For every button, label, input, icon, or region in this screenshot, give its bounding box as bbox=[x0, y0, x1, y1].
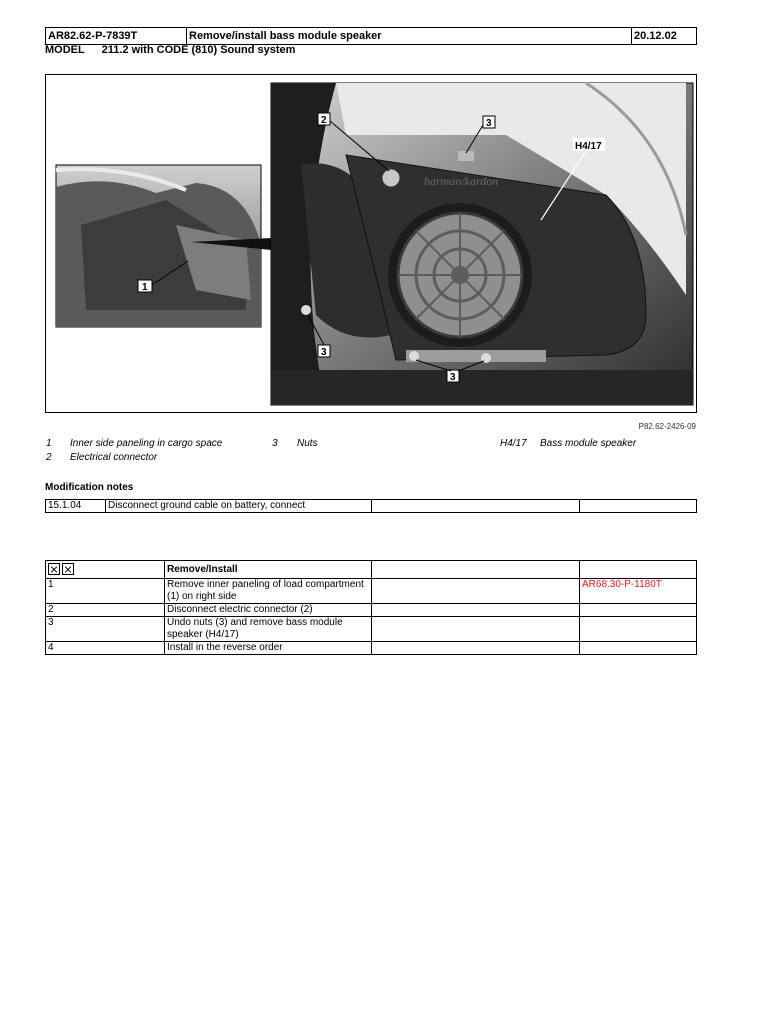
mod-empty-1 bbox=[372, 500, 580, 513]
model-label: MODEL bbox=[45, 44, 85, 56]
table-row bbox=[46, 642, 697, 655]
inset-photo bbox=[56, 165, 261, 327]
main-photo bbox=[271, 83, 693, 405]
step-empty bbox=[372, 579, 580, 604]
legend-text-1: Inner side paneling in cargo space bbox=[70, 438, 223, 449]
step-text: Remove inner paneling of load compartment (1) on right side bbox=[165, 579, 372, 604]
svg-text:harman/kardon: harman/kardon bbox=[424, 174, 499, 188]
steps-table bbox=[45, 560, 697, 655]
modification-notes-table bbox=[45, 499, 697, 513]
steps-header-empty-1 bbox=[372, 561, 580, 579]
legend-text-h417: Bass module speaker bbox=[540, 438, 637, 449]
step-text: Undo nuts (3) and remove bass module speaker (H4/17) bbox=[165, 617, 372, 642]
step-ref bbox=[580, 617, 697, 642]
doc-title: Remove/install bass module speaker bbox=[187, 28, 632, 45]
callout-3-left: 3 bbox=[321, 347, 327, 358]
callout-2: 2 bbox=[321, 115, 327, 126]
legend-text-2: Electrical connector bbox=[70, 452, 158, 463]
step-text: Install in the reverse order bbox=[165, 642, 372, 655]
doc-date: 20.12.02 bbox=[632, 28, 697, 45]
step-num: 1 bbox=[46, 579, 165, 604]
model-value: 211.2 with CODE (810) Sound system bbox=[101, 44, 296, 56]
doc-number: AR82.62-P-7839T bbox=[46, 28, 187, 45]
step-empty bbox=[372, 604, 580, 617]
callout-3-top: 3 bbox=[486, 118, 492, 129]
table-row bbox=[46, 579, 697, 604]
step-num: 2 bbox=[46, 604, 165, 617]
install-icon bbox=[62, 563, 74, 575]
step-empty bbox=[372, 642, 580, 655]
table-row bbox=[46, 617, 697, 642]
header-table bbox=[45, 27, 697, 45]
table-header-row bbox=[46, 561, 697, 579]
step-num: 3 bbox=[46, 617, 165, 642]
model-line bbox=[45, 44, 295, 56]
step-text: Disconnect electric connector (2) bbox=[165, 604, 372, 617]
mod-date: 15.1.04 bbox=[46, 500, 106, 513]
legend-text-3: Nuts bbox=[297, 438, 318, 449]
callout-3-bottom: 3 bbox=[450, 372, 456, 383]
steps-header: Remove/Install bbox=[165, 561, 372, 579]
legend-num-1: 1 bbox=[46, 438, 52, 449]
figure-box bbox=[45, 74, 697, 413]
step-ref-link[interactable]: AR68.30-P-1180T bbox=[580, 579, 697, 604]
legend-num-3: 3 bbox=[272, 438, 278, 449]
legend-num-2: 2 bbox=[46, 452, 52, 463]
callout-h417: H4/17 bbox=[575, 141, 602, 152]
table-row bbox=[46, 500, 697, 513]
step-icons-cell bbox=[46, 561, 165, 579]
steps-header-empty-2 bbox=[580, 561, 697, 579]
callout-1: 1 bbox=[142, 282, 148, 293]
step-num: 4 bbox=[46, 642, 165, 655]
mod-empty-2 bbox=[580, 500, 697, 513]
step-ref bbox=[580, 604, 697, 617]
step-ref bbox=[580, 642, 697, 655]
step-empty bbox=[372, 617, 580, 642]
remove-icon bbox=[48, 563, 60, 575]
table-row bbox=[46, 604, 697, 617]
figure-illustration bbox=[46, 75, 698, 414]
modification-notes-title: Modification notes bbox=[45, 482, 134, 493]
mod-text: Disconnect ground cable on battery, connect bbox=[106, 500, 372, 513]
figure-id: P82.62-2426-09 bbox=[638, 422, 696, 431]
legend-num-h417: H4/17 bbox=[500, 438, 527, 449]
